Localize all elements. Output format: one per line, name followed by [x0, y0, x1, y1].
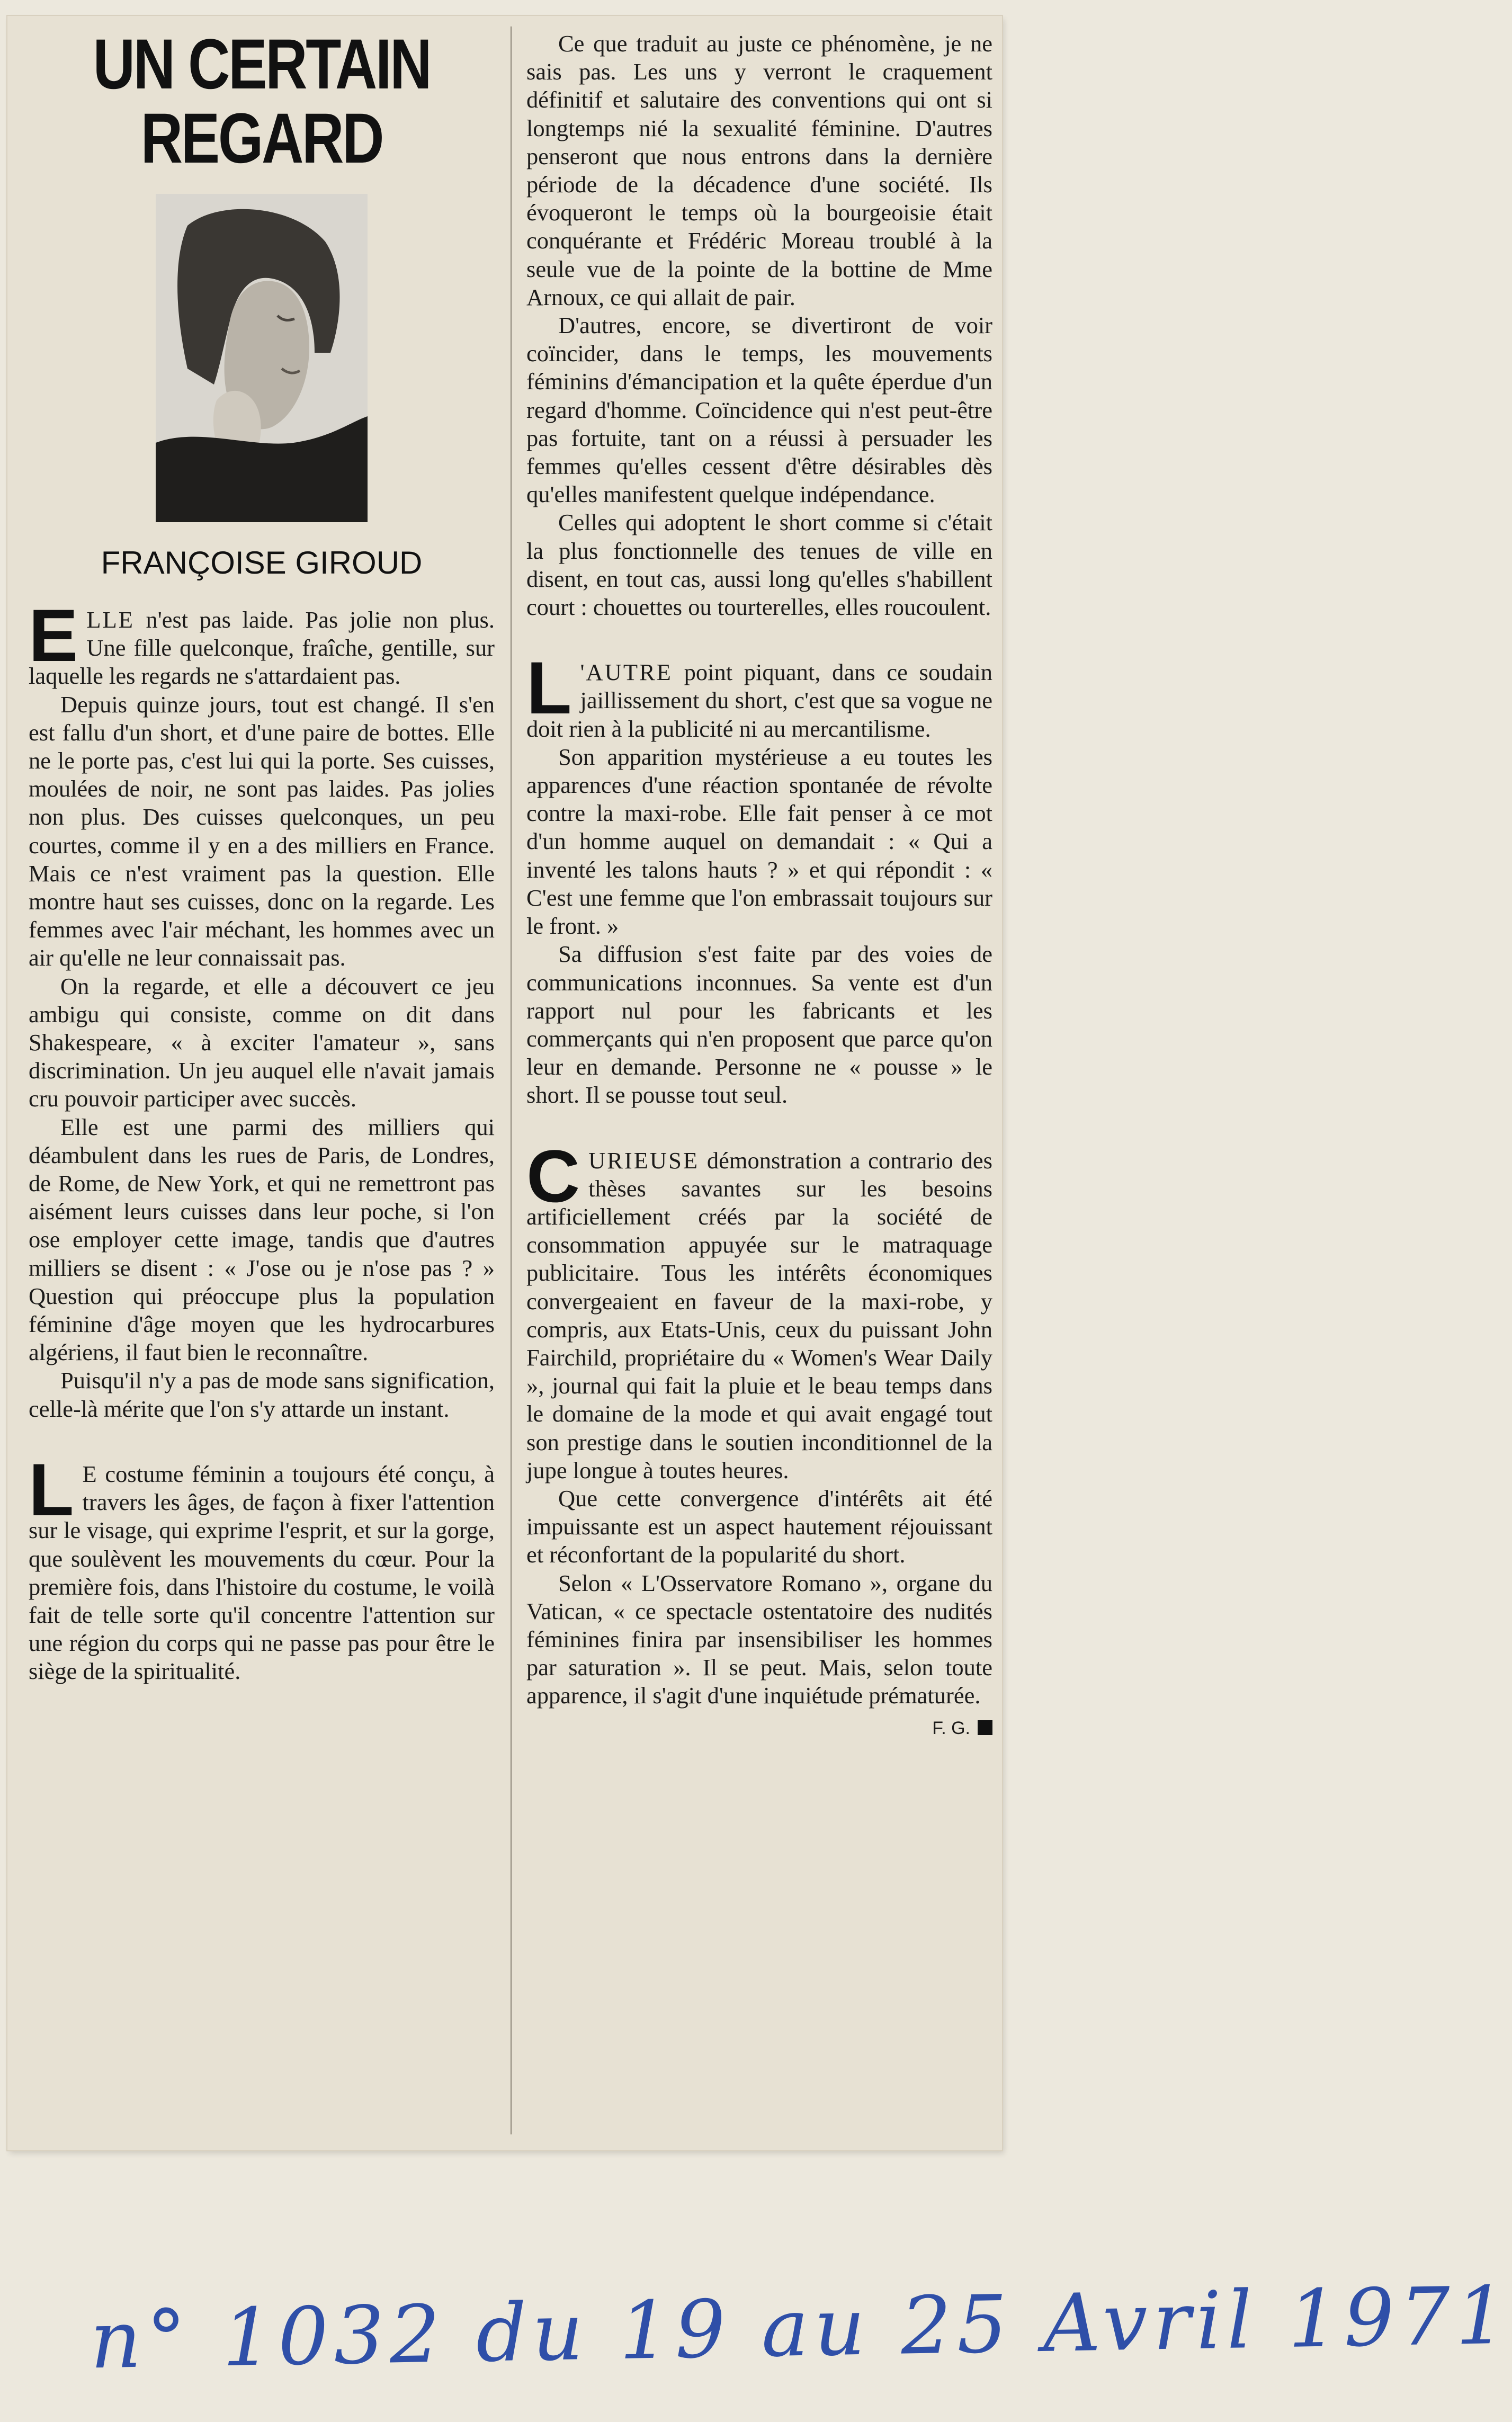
paragraph: Son apparition mystérieuse a eu toutes les apparences d'une réaction spontanée de révolte contre la maxi-robe. Elle fait penser à ce mot d'un homme auquel on demandait : « Qui a inventé les talons hauts ? » et qui répondit : « C'est une femme que l'on embrassait toujours sur le front. » [526, 743, 992, 940]
paragraph-text: démonstration a contrario des thèses savantes sur les besoins artificiellement créés par la société de consommation appuyée sur le matraquage publicitaire. Tous les intérêts économiques convergeaient en faveur de la maxi-robe, y compris, aux Etats-Unis, ceux du puissant John Fairchild, propriétaire du « Women's Wear Daily », journal qui fait la pluie et le beau temps dans le domaine de la mode et qui avait engagé tout son prestige dans le soutien inconditionnel de la jupe longue à toutes heures. [526, 1147, 992, 1483]
paragraph [526, 646, 992, 743]
article-title: UN CERTAIN REGARD [93, 25, 431, 178]
paragraph-text: Selon « L'Osservatore Romano », organe du Vatican, « ce spectacle ostentatoire des nudités féminines finira par insensibiliser les hommes par saturation ». Il se peut. Mais, selon toute apparence, il s'agit d'une inquiétude prématurée. [526, 1569, 992, 1709]
drop-cap: L [526, 646, 572, 730]
section-1 [29, 594, 495, 1423]
portrait-photo-icon [156, 194, 368, 522]
paragraph [29, 1447, 495, 1686]
paragraph: Puisqu'il n'y a pas de mode sans signification, celle-là mérite que l'on s'y attarde un instant. [29, 1367, 495, 1422]
drop-cap: C [526, 1134, 580, 1218]
lead-word: URIEUSE [588, 1147, 699, 1174]
column-left [29, 16, 495, 1686]
paragraph: Elle est une parmi des milliers qui déambulent dans les rues de Paris, de Londres, de Rome, de New York, et qui ne remettront pas aisément leurs cuisses dans leur poche, si l'on ose employer cette image, tandis que d'autres milliers se disent : « J'ose ou je n'ose pas ? » Question qui préoccupe plus la population féminine d'âge moyen que les hydrocarbures algériens, il faut bien le reconnaître. [29, 1113, 495, 1366]
paragraph [526, 1134, 992, 1485]
column-right [526, 30, 992, 1742]
paragraph: D'autres, encore, se divertiront de voir coïncider, dans le temps, les mouvements féminins d'émancipation et la quête éperdue d'un regard d'homme. Coïncidence qui n'est peut-être pas fortuite, tant on a réussi à persuader les femmes qu'elles cessent d'être désirables dès qu'elles manifestent quelque indépendance. [526, 312, 992, 508]
paragraph: Celles qui adoptent le short comme si c'était la plus fonctionnelle des tenues de ville en disent, en tout cas, aussi long qu'elles s'habillent court : chouettes ou tourterelles, elles roucoulent. [526, 509, 992, 621]
paragraph: Ce que traduit au juste ce phénomène, je ne sais pas. Les uns y verront le craquement définitif et salutaire des conventions qui ont si longtemps nié la sexualité féminine. D'autres penseront que nous entrons dans la dernière période de la décadence d'une société. Ils évoqueront le temps où la bourgeoisie était conquérante et Frédéric Moreau troublé à la seule vue de la pointe de la bottine de Mme Arnoux, ce qui allait de pair. [526, 30, 992, 310]
paragraph: Que cette convergence d'intérêts ait été impuissante est un aspect hautement réjouissant et réconfortant de la popularité du short. [526, 1485, 992, 1568]
paragraph-text: costume féminin a toujours été conçu, à travers les âges, de façon à fixer l'attention sur le visage, qui exprime l'esprit, et sur la gorge, que soulèvent les mouvements du cœur. Pour la première fois, dans l'histoire du costume, le voilà fait de telle sorte qu'il concentre l'attention sur une région du corps qui ne passe pas pour être le siège de la spiritualité. [29, 1460, 495, 1685]
paragraph [29, 594, 495, 691]
author-byline: FRANÇOISE GIROUD [101, 545, 423, 580]
end-mark-icon [978, 1720, 992, 1735]
paragraph: On la regarde, et elle a découvert ce jeu ambigu qui consiste, comme on dit dans Shakespeare, « à exciter l'amateur », sans discrimination. Un jeu auquel elle n'avait jamais cru pouvoir participer avec succès. [29, 972, 495, 1112]
signature-text: F. G. [932, 1718, 970, 1738]
lead-word: 'AUTRE [580, 659, 673, 686]
paragraph: Depuis quinze jours, tout est changé. Il s'en est fallu d'un short, et d'une paire de bottes. Elle ne le porte pas, c'est lui qui la porte. Ses cuisses, moulées de noir, ne sont pas laides. Pas jolies non plus. Des cuisses quelconques, un peu courtes, comme il y en a des milliers en France. Mais ce n'est vraiment pas la question. Elle montre haut ses cuisses, donc on la regarde. Les femmes avec l'air méchant, les hommes avec un air qu'elle ne leur connaissait pas. [29, 691, 495, 971]
section-3 [526, 30, 992, 621]
newspaper-clipping [7, 16, 1002, 2150]
handwritten-annotation: n° 1032 du 19 au 25 Avril 1971 [89, 2269, 1512, 2387]
author-portrait [156, 194, 368, 522]
signature [900, 1714, 992, 1742]
column-divider [511, 26, 512, 2134]
drop-cap: L [29, 1447, 74, 1531]
section-2 [29, 1447, 495, 1686]
lead-word: LLE [86, 606, 135, 633]
lead-word: E [82, 1460, 97, 1487]
paragraph-text: point piquant, dans ce soudain jaillissement du short, c'est que sa vogue ne doit rien à la publicité ni au mercantilisme. [526, 659, 992, 742]
section-4 [526, 646, 992, 1109]
paragraph-text: n'est pas laide. Pas jolie non plus. Une fille quelconque, fraîche, gentille, sur laquelle les regards ne s'attardaient pas. [29, 606, 495, 690]
drop-cap: E [29, 594, 78, 677]
section-5 [526, 1134, 992, 1738]
paragraph: Sa diffusion s'est faite par des voies de communications inconnues. Sa vente est d'un rapport nul pour les fabricants et les commerçants qui n'en proposent que parce qu'on leur en demande. Personne ne « pousse » le short. Il se pousse tout seul. [526, 941, 992, 1109]
paragraph [526, 1569, 992, 1738]
